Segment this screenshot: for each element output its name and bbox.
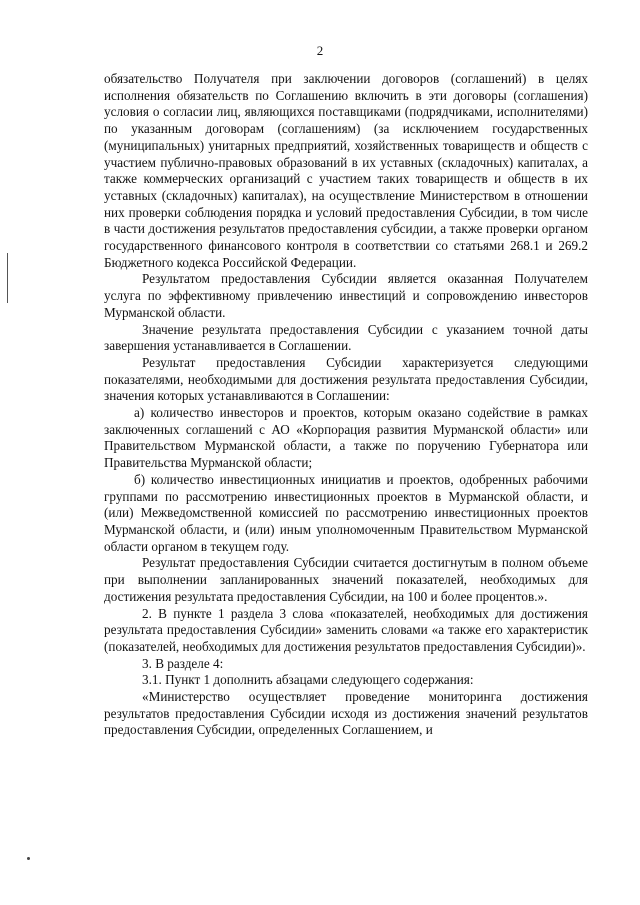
paragraph: 3.1. Пункт 1 дополнить абзацами следующего содержания:: [142, 672, 474, 688]
paragraph: а) количество инвесторов и проектов, которым оказано содействие в рамках заключенных соглашений с АО «Корпорация развития Мурманской области» или Правительством Мурманской области, а также по поручению Губернатора или Правительства Мурманской области;: [104, 405, 588, 471]
body-text: [104, 71, 588, 739]
paragraph: б) количество инвестиционных инициатив и проектов, одобренных рабочими группами по рассмотрению инвестиционных проектов в Мурманской области, и (или) Межведомственной комиссией по рассмотрению инвестиционных проектов Мурманской области, и (или) иным уполномоченным Правительством Мурманской области органом в текущем году.: [104, 471, 588, 554]
paragraph: Результатом предоставления Субсидии является оказанная Получателем услуга по эффективному привлечению инвестиций и сопровождению инвесторов Мурманской области.: [104, 271, 588, 320]
paragraph: Результат предоставления Субсидии характеризуется следующими показателями, необходимыми для достижения результата предоставления Субсидии, значения которых устанавливаются в Соглашении:: [104, 354, 588, 404]
paragraph: «Министерство осуществляет проведение мониторинга достижения результатов предоставления Субсидии исходя из достижения значений результатов предоставления Субсидии, определенных Соглашением, и: [104, 689, 588, 738]
paragraph: 3. В разделе 4:: [142, 655, 224, 671]
paragraph: обязательство Получателя при заключении договоров (соглашений) в целях исполнения обязательств по Соглашению включить в эти договоры (соглашения) условия о согласии лиц, являющихся поставщиками (подрядчиками, исполнителями) по указанным договорам (соглашениям) (за исключением государственных (муниципальных) унитарных предприятий, хозяйственных товариществ и обществ с участием публично-правовых образований в их уставных (складочных) капиталах, а также коммерческих организаций с участием таких товариществ и обществ в их уставных (складочных) капиталах), на осуществление Министерством в отношении них проверки соблюдения порядка и условий предоставления Субсидии, в том числе в части достижения результатов предоставления субсидии, а также проверки органом государственного финансового контроля в соответствии со статьями 268.1 и 269.2 Бюджетного кодекса Российской Федерации.: [104, 71, 588, 270]
scan-edge-mark: [7, 253, 8, 303]
scan-dot-mark: [27, 857, 30, 860]
paragraph: Значение результата предоставления Субсидии с указанием точной даты завершения устанавливается в Соглашении.: [104, 321, 588, 354]
paragraph: 2. В пункте 1 раздела 3 слова «показателей, необходимых для достижения результата предоставления Субсидии» заменить словами «а также его характеристик (показателей, необходимых для достижения результатов предоставления Субсидии)».: [104, 605, 588, 654]
page-number: 2: [316, 43, 324, 58]
paragraph: Результат предоставления Субсидии считается достигнутым в полном объеме при выполнении запланированных значений показателей, необходимых для достижения результата предоставления Субсидии, на 100 и более процентов.».: [104, 555, 588, 604]
